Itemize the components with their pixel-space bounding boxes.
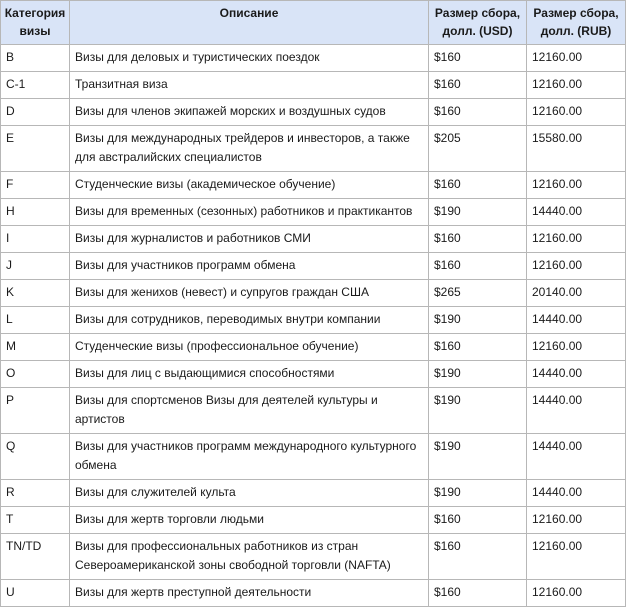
header-row [1, 1, 626, 45]
cell-category: E [1, 126, 70, 172]
cell-description: Студенческие визы (академическое обучение) [70, 172, 429, 199]
cell-description: Транзитная виза [70, 72, 429, 99]
cell-description: Визы для сотрудников, переводимых внутри компании [70, 307, 429, 334]
table-row [1, 307, 626, 334]
cell-fee-usd: $190 [429, 388, 527, 434]
cell-category: L [1, 307, 70, 334]
cell-description: Визы для спортсменов Визы для деятелей культуры и артистов [70, 388, 429, 434]
table-row [1, 253, 626, 280]
cell-fee-rub: 12160.00 [527, 580, 626, 607]
cell-category: I [1, 226, 70, 253]
table-row [1, 126, 626, 172]
cell-category: TN/TD [1, 534, 70, 580]
cell-fee-rub: 14440.00 [527, 307, 626, 334]
cell-fee-usd: $160 [429, 226, 527, 253]
table-body [1, 45, 626, 607]
cell-fee-usd: $160 [429, 99, 527, 126]
cell-fee-rub: 12160.00 [527, 334, 626, 361]
cell-fee-rub: 12160.00 [527, 226, 626, 253]
cell-fee-usd: $190 [429, 434, 527, 480]
cell-category: B [1, 45, 70, 72]
cell-fee-rub: 14440.00 [527, 361, 626, 388]
cell-category: U [1, 580, 70, 607]
cell-description: Визы для членов экипажей морских и воздушных судов [70, 99, 429, 126]
cell-fee-rub: 12160.00 [527, 172, 626, 199]
cell-description: Визы для жертв торговли людьми [70, 507, 429, 534]
header-category: Категория визы [1, 1, 70, 45]
table-row [1, 434, 626, 480]
table-row [1, 226, 626, 253]
cell-description: Студенческие визы (профессиональное обучение) [70, 334, 429, 361]
cell-description: Визы для женихов (невест) и супругов граждан США [70, 280, 429, 307]
cell-fee-rub: 12160.00 [527, 507, 626, 534]
table-row [1, 480, 626, 507]
cell-fee-rub: 15580.00 [527, 126, 626, 172]
table-row [1, 199, 626, 226]
cell-description: Визы для лиц с выдающимися способностями [70, 361, 429, 388]
cell-fee-usd: $160 [429, 580, 527, 607]
cell-fee-rub: 12160.00 [527, 72, 626, 99]
cell-fee-rub: 14440.00 [527, 480, 626, 507]
cell-fee-rub: 20140.00 [527, 280, 626, 307]
cell-category: M [1, 334, 70, 361]
cell-category: T [1, 507, 70, 534]
table-row [1, 72, 626, 99]
cell-category: K [1, 280, 70, 307]
table-row [1, 280, 626, 307]
table-row [1, 172, 626, 199]
cell-description: Визы для деловых и туристических поездок [70, 45, 429, 72]
table-row [1, 334, 626, 361]
cell-fee-rub: 14440.00 [527, 388, 626, 434]
cell-category: J [1, 253, 70, 280]
cell-fee-rub: 14440.00 [527, 199, 626, 226]
header-fee-rub: Размер сбора, долл. (RUB) [527, 1, 626, 45]
cell-category: P [1, 388, 70, 434]
cell-description: Визы для международных трейдеров и инвесторов, а также для австралийских специалистов [70, 126, 429, 172]
cell-category: O [1, 361, 70, 388]
table-row [1, 534, 626, 580]
cell-fee-usd: $160 [429, 72, 527, 99]
header-fee-usd: Размер сбора, долл. (USD) [429, 1, 527, 45]
table-header [1, 1, 626, 45]
cell-fee-usd: $190 [429, 480, 527, 507]
cell-description: Визы для участников программ международного культурного обмена [70, 434, 429, 480]
cell-category: Q [1, 434, 70, 480]
cell-fee-rub: 14440.00 [527, 434, 626, 480]
cell-description: Визы для участников программ обмена [70, 253, 429, 280]
cell-category: R [1, 480, 70, 507]
cell-description: Визы для журналистов и работников СМИ [70, 226, 429, 253]
cell-fee-usd: $160 [429, 172, 527, 199]
cell-fee-usd: $160 [429, 507, 527, 534]
table-row [1, 580, 626, 607]
table-row [1, 388, 626, 434]
cell-fee-rub: 12160.00 [527, 534, 626, 580]
cell-fee-usd: $160 [429, 253, 527, 280]
cell-fee-usd: $205 [429, 126, 527, 172]
table-row [1, 507, 626, 534]
cell-fee-usd: $190 [429, 361, 527, 388]
cell-description: Визы для профессиональных работников из стран Североамериканской зоны свободной торговли (NAFTA) [70, 534, 429, 580]
cell-fee-rub: 12160.00 [527, 45, 626, 72]
table-row [1, 99, 626, 126]
cell-category: F [1, 172, 70, 199]
table-row [1, 45, 626, 72]
cell-fee-usd: $160 [429, 334, 527, 361]
cell-fee-usd: $190 [429, 199, 527, 226]
cell-fee-rub: 12160.00 [527, 253, 626, 280]
cell-category: H [1, 199, 70, 226]
cell-fee-usd: $160 [429, 45, 527, 72]
cell-fee-usd: $265 [429, 280, 527, 307]
table-row [1, 361, 626, 388]
cell-description: Визы для временных (сезонных) работников и практикантов [70, 199, 429, 226]
cell-category: D [1, 99, 70, 126]
cell-category: C-1 [1, 72, 70, 99]
cell-fee-rub: 12160.00 [527, 99, 626, 126]
cell-fee-usd: $160 [429, 534, 527, 580]
cell-description: Визы для служителей культа [70, 480, 429, 507]
header-description: Описание [70, 1, 429, 45]
cell-description: Визы для жертв преступной деятельности [70, 580, 429, 607]
cell-fee-usd: $190 [429, 307, 527, 334]
